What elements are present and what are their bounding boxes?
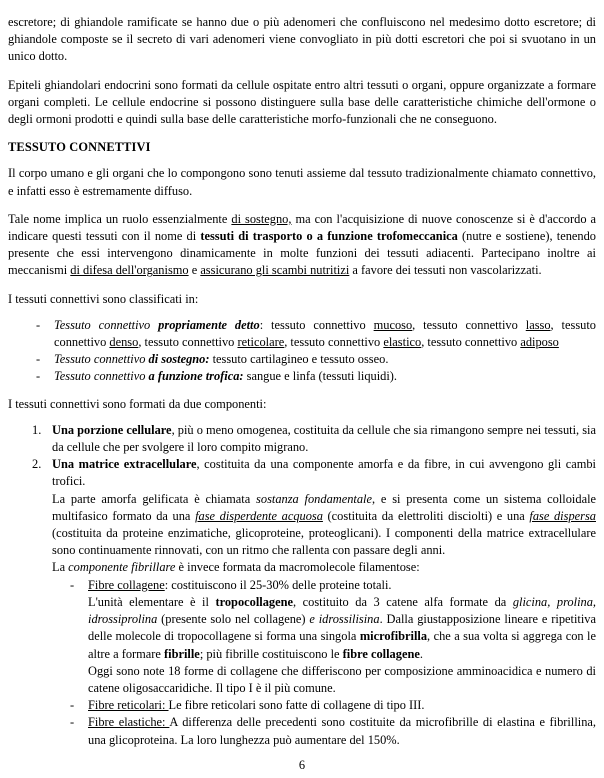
page-number: 6 bbox=[298, 758, 306, 772]
paragraph-endocrine-epithelia: Epiteli ghiandolari endocrini sono formati da cellule ospitate entro altri tessuti o organi, oppure organizzate a formare organi completi. Le cellule endocrine si possono distinguere sulla base delle caratteristiche chimiche dell'ormone o degli ormoni prodotti e quindi sulla base delle caratteristiche morfo-funzionali che ne conseguono. bbox=[8, 77, 596, 127]
fiber1-detail-18-forme: Oggi sono note 18 forme di collagene che differiscono per composizione amminoacidica e numero di catene oligosaccaridiche. Il tipo I è il più comune. bbox=[88, 663, 596, 695]
components-list bbox=[8, 422, 596, 749]
p4-seg5: (nutre e sostiene), tenendo presente che essi intervengono dinamicamente in molte funzioni dei tessuti adiacenti. Partecipano inoltre ai meccanismi bbox=[8, 229, 596, 278]
d9: , che a sua volta si aggrega con le altre a formare bbox=[88, 629, 596, 661]
fiber-types-list bbox=[52, 577, 596, 749]
p4-underline-di-sostegno: di sostegno, bbox=[231, 211, 292, 226]
matrix-s3: , e si presenta come un sistema colloidale multifasico formato da una bbox=[52, 491, 597, 523]
fibrillar-s3: è invece formata da macromolecole filamentose: bbox=[175, 560, 420, 575]
d12-bold-fibre-collagene: fibre collagene bbox=[342, 646, 420, 661]
item1-underline-adiposo: adiposo bbox=[520, 335, 559, 350]
item1-underline-reticolare: reticolare bbox=[237, 335, 285, 350]
paragraph-componente-fibrillare bbox=[52, 559, 596, 576]
p4-seg1: Tale nome implica un ruolo essenzialmente bbox=[8, 211, 232, 226]
fiber-item-collagene bbox=[52, 577, 596, 697]
d7: . Dalla giustapposizione lineare e ripetitiva delle molecole di tropocollagene si forma una singola bbox=[88, 612, 596, 644]
component1-bold-lead: Una porzione cellulare bbox=[52, 422, 172, 437]
item3-body: sangue e linfa (tessuti liquidi). bbox=[243, 369, 398, 384]
matrix-underline-fase-disperdente: fase disperdente acquosa bbox=[195, 508, 323, 523]
p4-seg9: a favore dei tessuti non vascolarizzati. bbox=[349, 263, 542, 278]
d13: . bbox=[419, 646, 423, 661]
dash-marker-icon: - bbox=[36, 317, 41, 332]
p4-underline-scambi-nutritizi: assicurano gli scambi nutritizi bbox=[200, 263, 350, 278]
item1-t1: , tessuto connettivo bbox=[412, 317, 526, 332]
item2-title-bold-italic: di sostegno: bbox=[148, 352, 210, 367]
fiber2-label-tail: Le fibre reticolari sono fatte di collagene di tipo III. bbox=[168, 698, 425, 713]
item1-t2: , tessuto connettivo bbox=[54, 317, 596, 350]
p4-bold-tessuti-trasporto: tessuti di trasporto o a funzione trofomeccanica bbox=[200, 229, 458, 244]
matrix-underline-fase-dispersa: fase dispersa bbox=[529, 508, 596, 523]
fiber1-detail-tropocollagene bbox=[88, 594, 596, 663]
paragraph-two-components-intro: I tessuti connettivi sono formati da due componenti: bbox=[8, 396, 267, 411]
item3-title-italic: Tessuto connettivo bbox=[54, 369, 149, 384]
p4-seg7: e bbox=[188, 263, 201, 278]
number-marker-2: 2. bbox=[32, 457, 42, 472]
list-item-proprio-detto bbox=[8, 317, 596, 351]
numbered-item-porzione-cellulare bbox=[8, 422, 596, 456]
fiber1-label-tail: : costituiscono il 25-30% delle proteine totali. bbox=[164, 577, 392, 592]
fibrillar-s1: La bbox=[52, 560, 69, 575]
item1-lead: : tessuto connettivo bbox=[259, 317, 374, 332]
classification-list bbox=[8, 317, 596, 386]
item2-body: tessuto cartilagineo e tessuto osseo. bbox=[209, 352, 389, 367]
p4-underline-difesa-organismo: di difesa dell'organismo bbox=[70, 263, 189, 278]
d6-italic-idrossilisina: e idrossilisina bbox=[305, 612, 380, 627]
d8-bold-microfibrilla: microfibrilla bbox=[359, 629, 428, 644]
section-heading-connective-tissue: TESSUTO CONNETTIVI bbox=[8, 140, 151, 155]
component2-bold-lead: Una matrice extracellulare bbox=[52, 457, 197, 472]
item1-underline-mucoso: mucoso bbox=[373, 317, 413, 332]
d1: L'unità elementare è il bbox=[88, 594, 216, 609]
dash-marker-icon: - bbox=[70, 698, 75, 713]
paragraph-sostanza-fondamentale bbox=[52, 491, 596, 560]
numbered-item-matrice-extracellulare bbox=[8, 456, 596, 748]
fibrillar-italic-componente: componente fibrillare bbox=[68, 560, 176, 575]
matrix-s7: (costituita da proteine enzimatiche, glicoproteine, proteoglicani). I componenti della matrice extracellulare sono continuamente rinnovati, con un ritmo che rallenta con passare degli anni. bbox=[52, 526, 596, 558]
dash-marker-icon: - bbox=[70, 577, 75, 592]
paragraph-excretory-glands: escretore; di ghiandole ramificate se hanno due o più adenomeri che confluiscono nel medesimo dotto escretore; di ghiandole composte se il secreto di vari adenomeri viene convogliato in più dotti escretori che poi si svuotano in un unico dotto. bbox=[8, 15, 596, 64]
item1-t4: , tessuto connettivo bbox=[284, 335, 384, 350]
fiber3-label-underlined: Fibre elastiche: bbox=[88, 715, 170, 730]
item1-underline-elastico: elastico bbox=[383, 335, 422, 350]
number-marker-1: 1. bbox=[32, 422, 42, 437]
list-item-funzione-trofica bbox=[8, 368, 596, 385]
item1-title-italic: Tessuto connettivo bbox=[54, 317, 159, 332]
matrix-s1: La parte amorfa gelificata è chiamata bbox=[52, 491, 257, 506]
matrix-italic-sostanza-fondamentale: sostanza fondamentale bbox=[256, 491, 372, 506]
d2-bold-tropocollagene: tropocollagene bbox=[215, 594, 293, 609]
d10-bold-fibrille: fibrille bbox=[164, 646, 200, 661]
d3: , costituito da 3 catene alfa formate da bbox=[293, 594, 513, 609]
fiber-item-elastiche bbox=[52, 714, 596, 748]
paragraph-support-role bbox=[8, 211, 596, 280]
matrix-s5: (costituita da elettroliti disciolti) e una bbox=[322, 508, 530, 523]
paragraph-classification-intro: I tessuti connettivi sono classificati in: bbox=[8, 291, 199, 306]
fiber-item-reticolari bbox=[52, 697, 596, 714]
fiber2-label-underlined: Fibre reticolari: bbox=[88, 698, 169, 713]
d11: ; più fibrille costituiscono le bbox=[199, 646, 343, 661]
fiber1-label-underlined: Fibre collagene bbox=[88, 577, 165, 592]
item1-t3: , tessuto connettivo bbox=[138, 335, 238, 350]
d4-italic-aminoacids: glicina, prolina, idrossiprolina bbox=[88, 594, 596, 627]
component2-body: , costituita da una componente amorfa e da fibre, in cui avvengono gli cambi trofici. bbox=[52, 457, 596, 489]
list-item-di-sostegno bbox=[8, 351, 596, 368]
fiber3-label-tail: A differenza delle precedenti sono costituite da microfibrille di elastina e fibrillina, una glicoproteina. La loro lunghezza può aumentare del 150%. bbox=[88, 715, 596, 747]
p4-seg3: ma con l'acquisizione di nuove conoscenze si è d'accordo a indicare questi tessuti con il nome di bbox=[8, 211, 597, 244]
item1-title-bold-italic: propriamente detto bbox=[158, 317, 260, 332]
item1-underline-denso: denso bbox=[109, 335, 139, 350]
component1-body: , più o meno omogenea, costituita da cellule che sia rimangono sempre nei tessuti, sia da cellule che per svolgere il loro compito migrano. bbox=[52, 422, 596, 455]
dash-marker-icon: - bbox=[36, 369, 41, 384]
item3-title-bold-italic: a funzione trofica: bbox=[148, 369, 244, 384]
item2-title-italic: Tessuto connettivo bbox=[54, 352, 149, 367]
dash-marker-icon: - bbox=[36, 352, 41, 367]
item1-t5: , tessuto connettivo bbox=[421, 335, 521, 350]
dash-marker-icon: - bbox=[70, 715, 75, 730]
d5: (presente solo nel collagene) bbox=[157, 612, 306, 627]
item1-underline-lasso: lasso bbox=[525, 317, 551, 332]
paragraph-human-body-organs: Il corpo umano e gli organi che lo compongono sono tenuti assieme dal tessuto tradizionalmente chiamato connettivo, e infatti esso è estremamente diffuso. bbox=[8, 166, 596, 198]
